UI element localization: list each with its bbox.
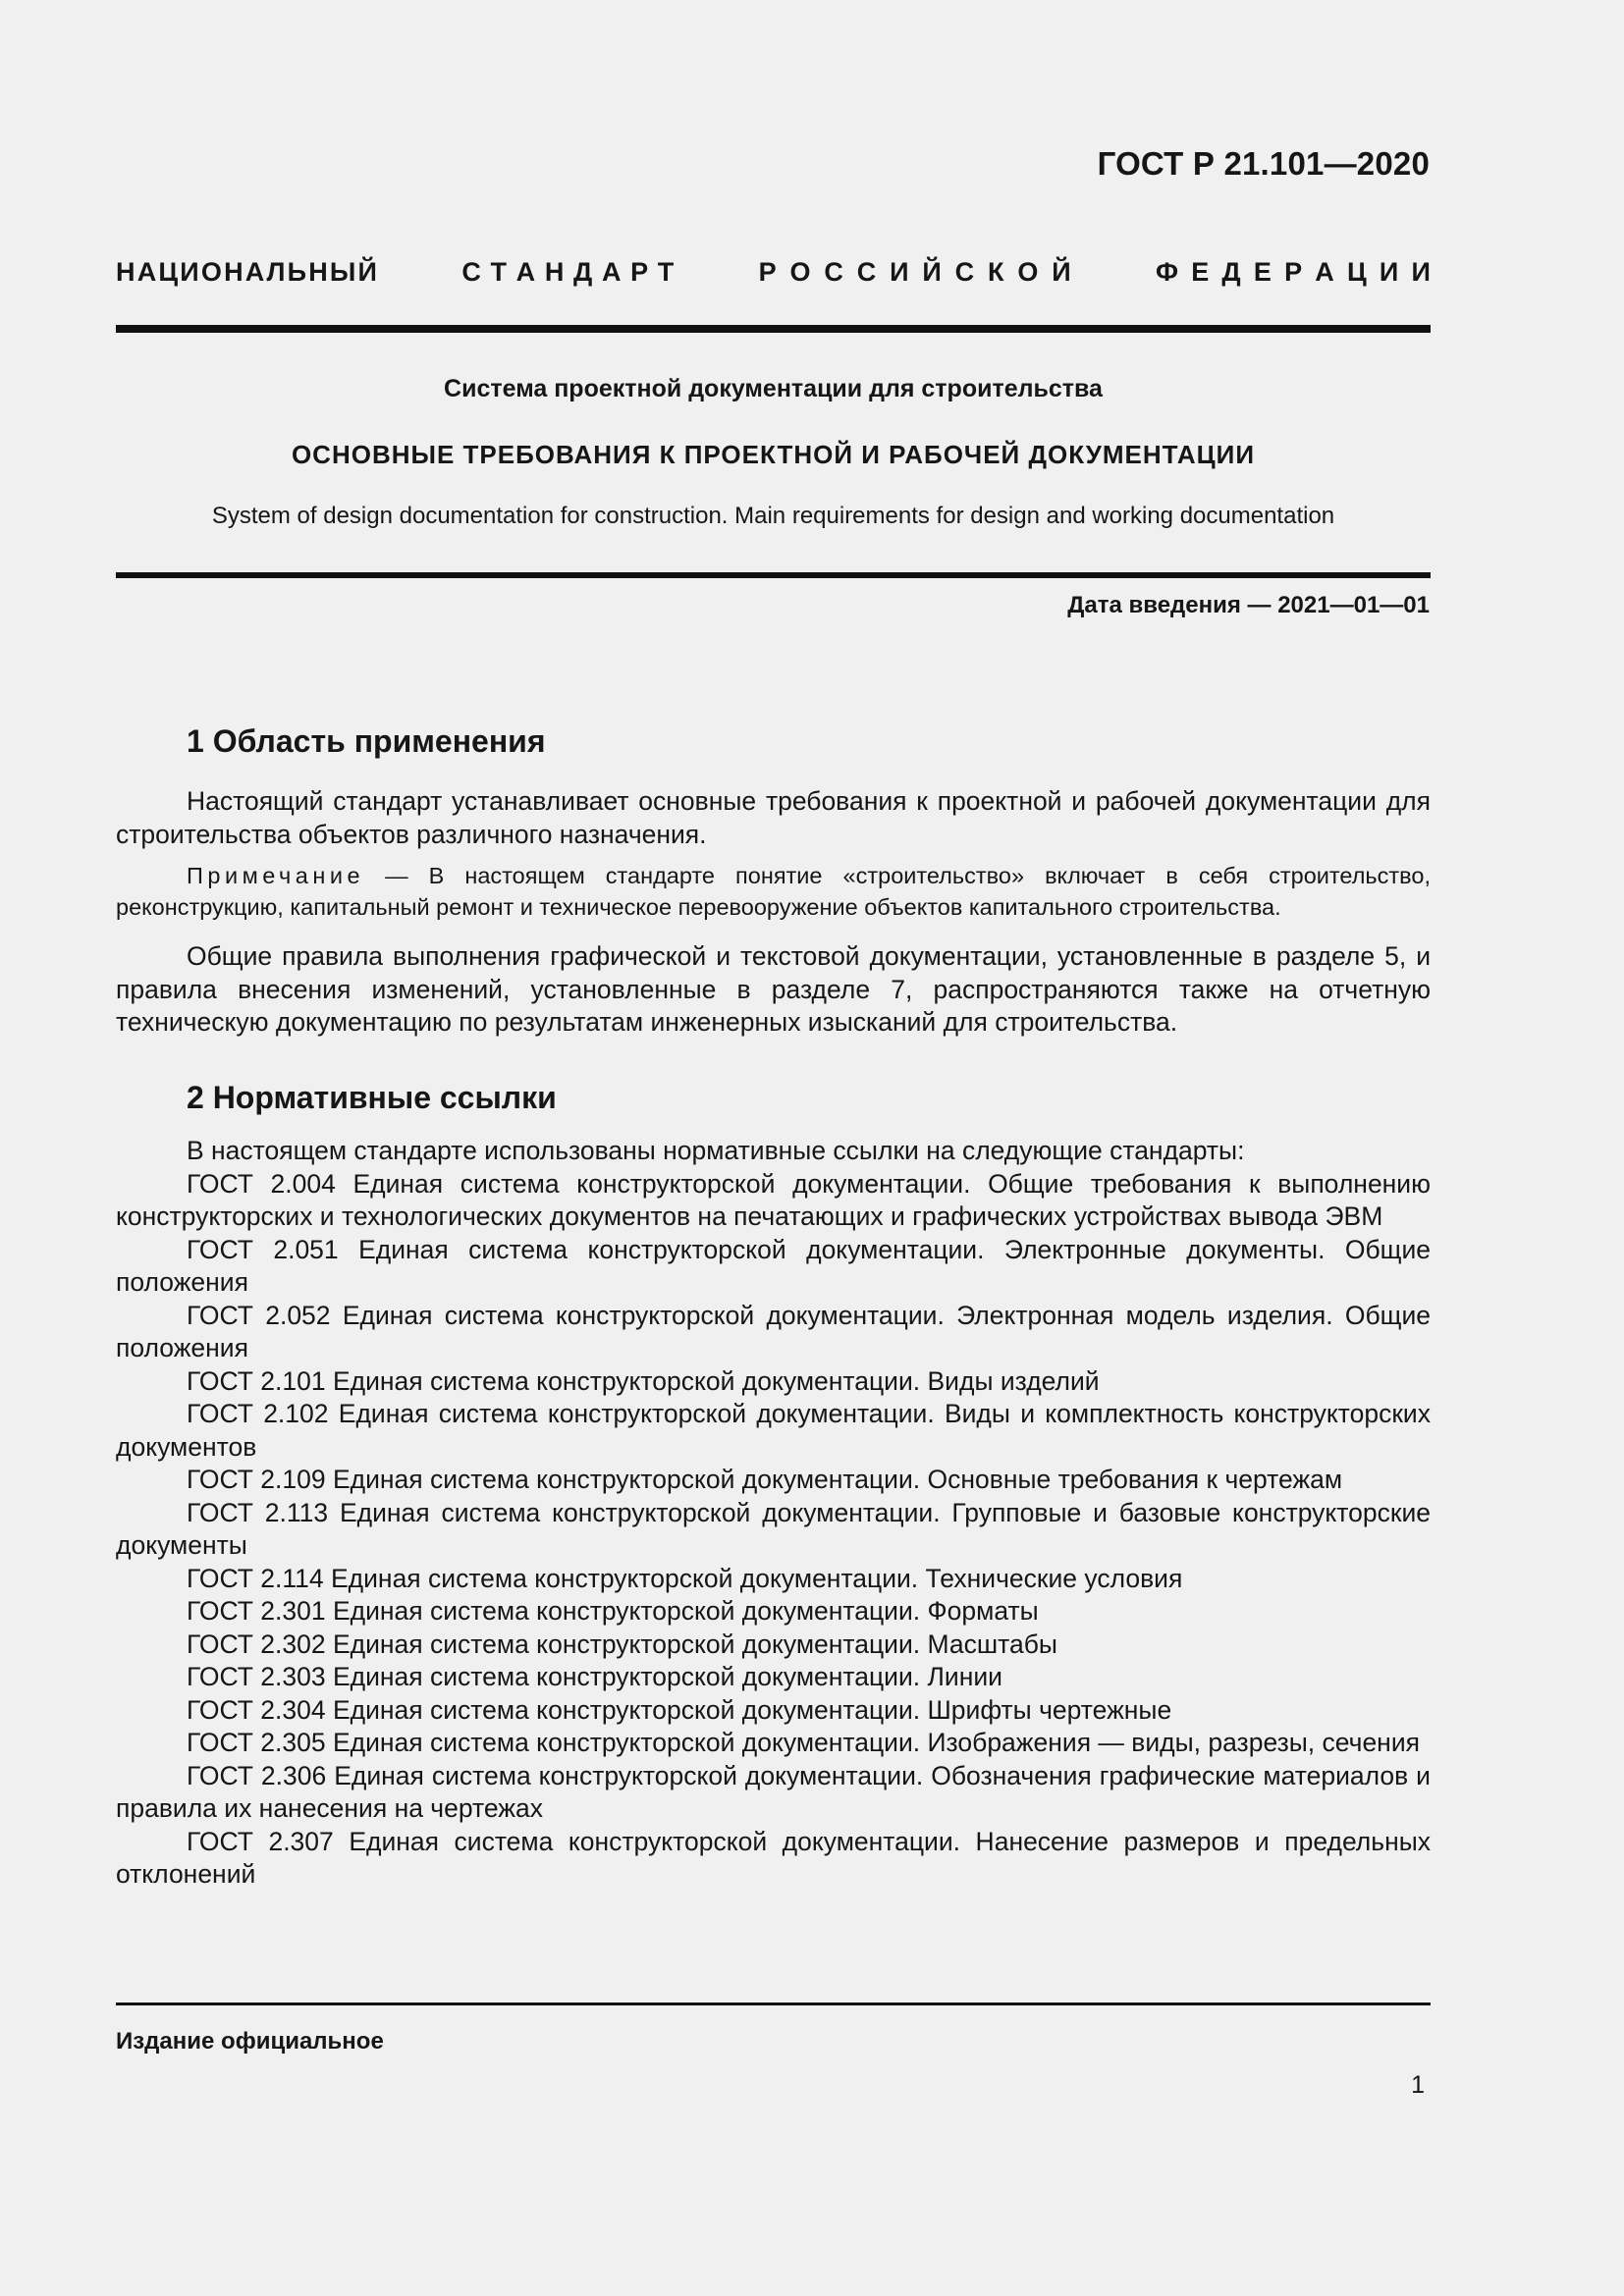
reference-item: ГОСТ 2.303 Единая система конструкторской документации. Линии	[187, 1662, 1002, 1691]
reference-item: ГОСТ 2.305 Единая система конструкторской документации. Изображения — виды, разрезы, сечения	[187, 1728, 1420, 1757]
heading-word: С Т А Н Д А Р Т	[461, 257, 675, 287]
note-text: — В настоящем стандарте понятие «строительство» включает в себя строительство, реконструкцию, капитальный ремонт и техническое перевооружение объектов капитального строительства.	[116, 863, 1431, 920]
introduction-date: Дата введения — 2021—01—01	[1067, 592, 1430, 618]
edition-label: Издание официальное	[116, 2028, 384, 2055]
note-label: Примечание	[187, 863, 365, 888]
reference-item: ГОСТ 2.051 Единая система конструкторской документации. Электронные документы. Общие положения	[116, 1234, 1431, 1297]
reference-item: ГОСТ 2.101 Единая система конструкторской документации. Виды изделий	[187, 1365, 1100, 1396]
reference-item: ГОСТ 2.052 Единая система конструкторской документации. Электронная модель изделия. Общие положения	[116, 1300, 1431, 1362]
reference-item: ГОСТ 2.307 Единая система конструкторской документации. Нанесение размеров и предельных отклонений	[116, 1826, 1431, 1889]
heading-word: Ф Е Д Е Р А Ц И И	[1155, 257, 1431, 287]
reference-item: ГОСТ 2.114 Единая система конструкторской документации. Технические условия	[187, 1563, 1183, 1593]
page-number: 1	[1411, 2071, 1425, 2099]
references-intro: В настоящем стандарте использованы нормативные ссылки на следующие стандарты:	[187, 1136, 1245, 1165]
reference-item: ГОСТ 2.109 Единая система конструкторской документации. Основные требования к чертежам	[187, 1465, 1343, 1494]
heading-word: Н А Ц И О Н А Л Ь Н Ы Й	[116, 257, 377, 287]
scope-paragraph: Настоящий стандарт устанавливает основные требования к проектной и рабочей документации для строительства объектов различного назначения.	[116, 786, 1431, 849]
section-2-title: 2 Нормативные ссылки	[187, 1080, 557, 1115]
system-title: Система проектной документации для строительства	[444, 375, 1103, 402]
reference-item: ГОСТ 2.113 Единая система конструкторской документации. Групповые и базовые конструкторские документы	[116, 1497, 1431, 1560]
footer-divider	[116, 2002, 1431, 2005]
references-list	[116, 1135, 1431, 1892]
national-standard-heading	[116, 257, 1431, 288]
reference-item: ГОСТ 2.306 Единая система конструкторской документации. Обозначения графические материалов и правила их нанесения на чертежах	[116, 1760, 1431, 1823]
english-title: System of design documentation for construction. Main requirements for design and working documentation	[211, 503, 1335, 529]
section-1-title: 1 Область применения	[187, 723, 546, 759]
scope-paragraph-2: Общие правила выполнения графической и текстовой документации, установленные в разделе 5, и правила внесения изменений, установленные в разделе 7, распространяются также на отчетную техническую документацию по результатам инженерных изысканий для строительства.	[116, 941, 1431, 1037]
reference-item: ГОСТ 2.301 Единая система конструкторской документации. Форматы	[187, 1596, 1039, 1626]
reference-item: ГОСТ 2.004 Единая система конструкторской документации. Общие требования к выполнению конструкторских и технологических документов на печатающих и графических устройствах вывода ЭВМ	[116, 1168, 1431, 1231]
reference-item: ГОСТ 2.302 Единая система конструкторской документации. Масштабы	[187, 1629, 1057, 1659]
top-divider	[116, 325, 1431, 333]
heading-word: Р О С С И Й С К О Й	[758, 257, 1071, 287]
document-number: ГОСТ Р 21.101—2020	[1097, 145, 1430, 182]
scope-note	[116, 860, 1431, 923]
title-divider	[116, 572, 1431, 578]
main-title: ОСНОВНЫЕ ТРЕБОВАНИЯ К ПРОЕКТНОЙ И РАБОЧЕЙ ДОКУМЕНТАЦИИ	[291, 440, 1256, 469]
reference-item: ГОСТ 2.102 Единая система конструкторской документации. Виды и комплектность конструкторских документов	[116, 1399, 1431, 1462]
reference-item: ГОСТ 2.304 Единая система конструкторской документации. Шрифты чертежные	[187, 1694, 1172, 1725]
